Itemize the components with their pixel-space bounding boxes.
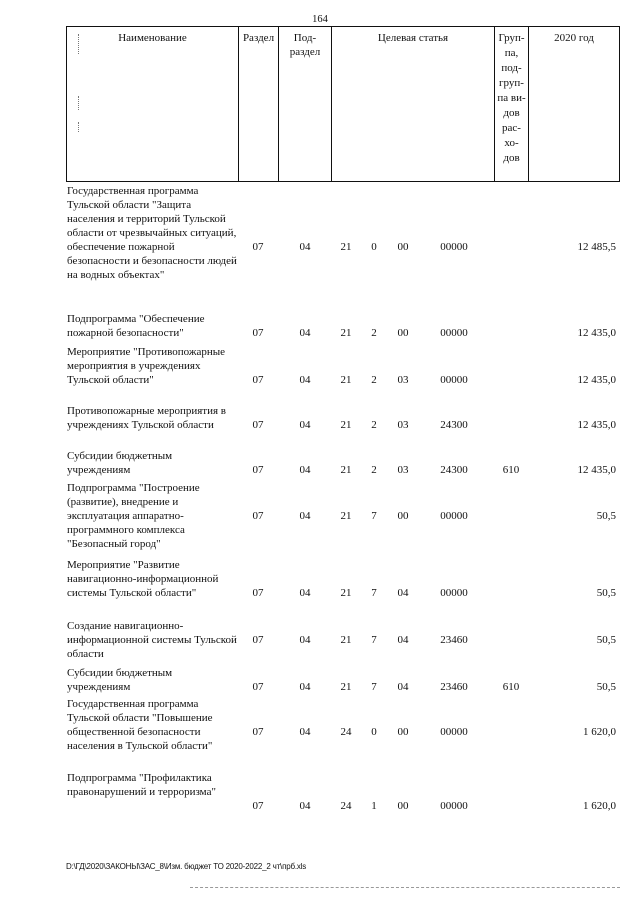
razdel-cell: 07 (252, 587, 264, 599)
target-program-cell: 21 (340, 241, 352, 253)
target-subprogram-cell: 2 (371, 464, 377, 476)
target-measure-cell: 03 (397, 374, 409, 386)
amount-2020-cell: 12 435,0 (577, 464, 616, 476)
target-subprogram-cell: 2 (371, 327, 377, 339)
row-name: Подпрограмма "Профилактика правонарушений и терроризма" (67, 772, 216, 798)
header-target-cell (331, 26, 494, 182)
razdel-cell: 07 (252, 419, 264, 431)
amount-2020-cell: 50,5 (596, 510, 616, 522)
target-direction-cell: 24300 (440, 464, 468, 476)
target-direction-cell: 00000 (440, 241, 468, 253)
header-podrazdel-line1: Под- (293, 32, 317, 44)
target-direction-cell: 23460 (440, 634, 468, 646)
target-direction-cell: 00000 (440, 726, 468, 738)
razdel-cell: 07 (252, 726, 264, 738)
target-measure-cell: 00 (397, 327, 409, 339)
target-direction-cell: 24300 (440, 419, 468, 431)
amount-2020-cell: 50,5 (596, 587, 616, 599)
row-name: Государственная программа Тульской области "Повышение общественной безопасности населения в Тульской области" (67, 698, 213, 752)
row-name: Субсидии бюджетным учреждениям (67, 450, 173, 476)
header-podrazdel-line2: раздел (289, 46, 321, 58)
target-program-cell: 21 (340, 510, 352, 522)
target-subprogram-cell: 0 (371, 241, 377, 253)
razdel-cell: 07 (252, 241, 264, 253)
expense-group-cell: 610 (502, 464, 520, 476)
target-subprogram-cell: 2 (371, 374, 377, 386)
razdel-cell: 07 (252, 374, 264, 386)
target-direction-cell: 23460 (440, 681, 468, 693)
podrazdel-cell: 04 (299, 634, 311, 646)
row-name: Подпрограмма "Обеспечение пожарной безопасности" (67, 313, 205, 339)
row-name: Государственная программа Тульской области "Защита населения и территорий Тульской области от чрезвычайных ситуаций, обеспечение пожарной безопасности и безопасности людей на водных объектах" (67, 185, 237, 281)
header-group-line: хо- (504, 137, 519, 149)
header-razdel: Раздел (242, 32, 275, 44)
podrazdel-cell: 04 (299, 419, 311, 431)
header-target: Целевая статья (377, 32, 449, 44)
podrazdel-cell: 04 (299, 464, 311, 476)
row-name: Мероприятие "Противопожарные мероприятия в учреждениях Тульской области" (67, 346, 226, 386)
target-program-cell: 21 (340, 634, 352, 646)
target-program-cell: 21 (340, 681, 352, 693)
target-subprogram-cell: 0 (371, 726, 377, 738)
target-measure-cell: 04 (397, 587, 409, 599)
amount-2020-cell: 12 485,5 (577, 241, 616, 253)
target-subprogram-cell: 2 (371, 419, 377, 431)
podrazdel-cell: 04 (299, 510, 311, 522)
file-path: D:\ГД\2020\ЗАКОНЫ\ЗАС_8\Изм. бюджет ТО 2020-2022_2 чт\прб.xls (66, 862, 307, 871)
target-direction-cell: 00000 (440, 587, 468, 599)
target-subprogram-cell: 7 (371, 510, 377, 522)
target-direction-cell: 00000 (440, 800, 468, 812)
scan-mark (78, 96, 80, 110)
header-year: 2020 год (554, 32, 594, 44)
target-program-cell: 21 (340, 327, 352, 339)
razdel-cell: 07 (252, 327, 264, 339)
header-group-line: груп- (499, 77, 524, 89)
amount-2020-cell: 50,5 (596, 681, 616, 693)
target-measure-cell: 00 (397, 241, 409, 253)
podrazdel-cell: 04 (299, 800, 311, 812)
target-measure-cell: 03 (397, 464, 409, 476)
header-year-cell (528, 26, 620, 182)
scan-mark (78, 122, 80, 132)
razdel-cell: 07 (252, 800, 264, 812)
header-name-cell (66, 26, 238, 182)
header-group-line: дов (503, 152, 520, 164)
target-direction-cell: 00000 (440, 510, 468, 522)
target-program-cell: 21 (340, 419, 352, 431)
header-group-cell (494, 26, 528, 182)
target-measure-cell: 00 (397, 800, 409, 812)
amount-2020-cell: 1 620,0 (583, 800, 616, 812)
amount-2020-cell: 1 620,0 (583, 726, 616, 738)
razdel-cell: 07 (252, 464, 264, 476)
podrazdel-cell: 04 (299, 241, 311, 253)
target-subprogram-cell: 1 (371, 800, 377, 812)
razdel-cell: 07 (252, 510, 264, 522)
row-name: Подпрограмма "Построение (развитие), внедрение и эксплуатация аппаратно-программного комплекса "Безопасный город" (67, 482, 200, 550)
target-subprogram-cell: 7 (371, 634, 377, 646)
target-measure-cell: 04 (397, 681, 409, 693)
header-group (495, 27, 528, 166)
target-measure-cell: 04 (397, 634, 409, 646)
header-group-line: дов (503, 107, 520, 119)
row-name: Создание навигационно-информационной системы Тульской области (67, 620, 237, 660)
scan-mark (78, 34, 80, 54)
page-number: 164 (312, 14, 328, 25)
header-razdel-cell (238, 26, 278, 182)
row-name: Субсидии бюджетным учреждениям (67, 667, 173, 693)
razdel-cell: 07 (252, 634, 264, 646)
target-subprogram-cell: 7 (371, 587, 377, 599)
podrazdel-cell: 04 (299, 374, 311, 386)
target-program-cell: 21 (340, 587, 352, 599)
target-subprogram-cell: 7 (371, 681, 377, 693)
header-name: Наименование (118, 32, 187, 44)
podrazdel-cell: 04 (299, 681, 311, 693)
row-name: Мероприятие "Развитие навигационно-информационной системы Тульской области" (67, 559, 219, 599)
podrazdel-cell: 04 (299, 587, 311, 599)
header-podrazdel-cell (278, 26, 331, 182)
target-direction-cell: 00000 (440, 374, 468, 386)
target-program-cell: 21 (340, 464, 352, 476)
razdel-cell: 07 (252, 681, 264, 693)
target-direction-cell: 00000 (440, 327, 468, 339)
target-program-cell: 21 (340, 374, 352, 386)
amount-2020-cell: 50,5 (596, 634, 616, 646)
footer-divider (190, 887, 620, 888)
header-group-line: Груп- (498, 32, 525, 44)
row-name: Противопожарные мероприятия в учреждениях Тульской области (67, 405, 226, 431)
podrazdel-cell: 04 (299, 327, 311, 339)
target-measure-cell: 03 (397, 419, 409, 431)
target-measure-cell: 00 (397, 726, 409, 738)
amount-2020-cell: 12 435,0 (577, 419, 616, 431)
podrazdel-cell: 04 (299, 726, 311, 738)
header-group-line: под- (501, 62, 522, 74)
amount-2020-cell: 12 435,0 (577, 327, 616, 339)
amount-2020-cell: 12 435,0 (577, 374, 616, 386)
header-group-line: рас- (502, 122, 521, 134)
header-group-line: па ви- (497, 92, 526, 104)
target-program-cell: 24 (340, 726, 352, 738)
target-measure-cell: 00 (397, 510, 409, 522)
header-group-line: па, (504, 47, 519, 59)
expense-group-cell: 610 (502, 681, 520, 693)
target-program-cell: 24 (340, 800, 352, 812)
